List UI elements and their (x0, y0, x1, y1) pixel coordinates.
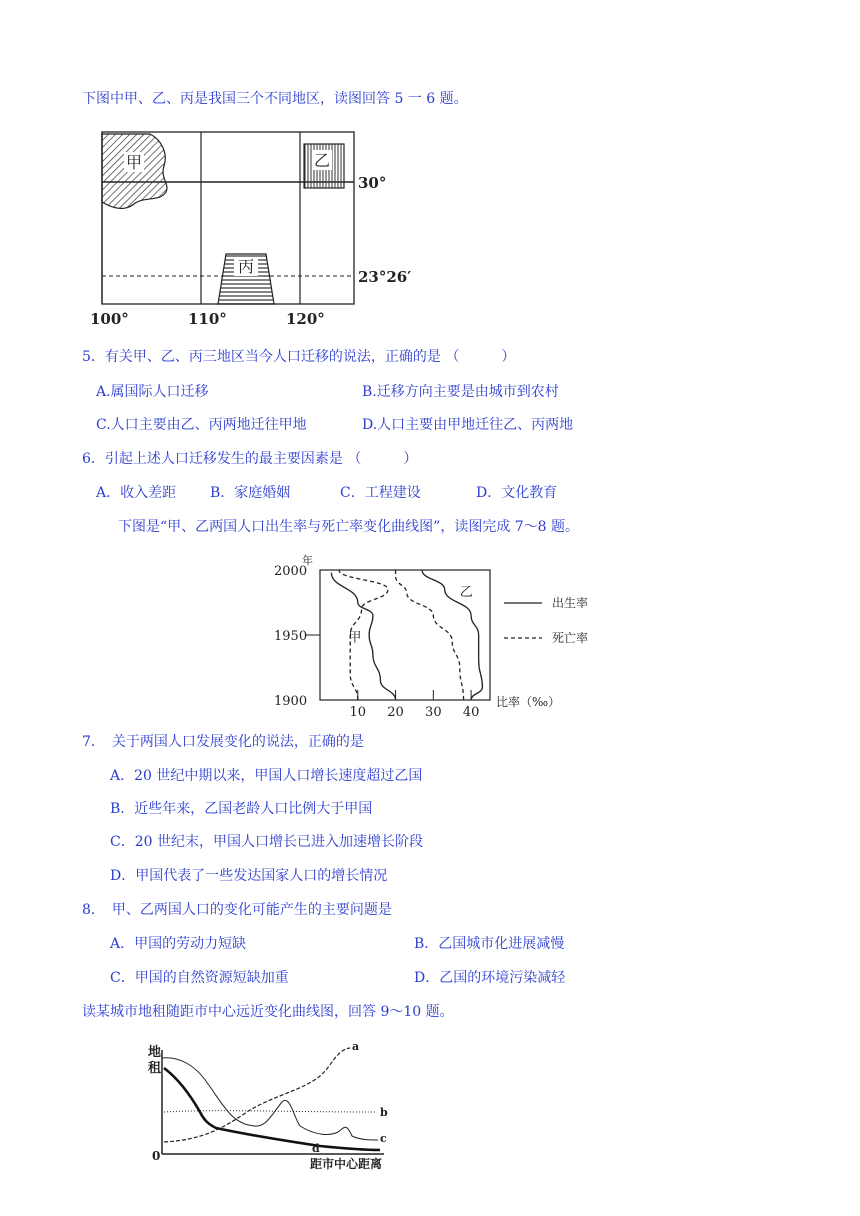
y-axis-label: 年 (302, 554, 313, 567)
rent-y-label-1: 地 (148, 1045, 162, 1060)
country-label-yi: 乙 (459, 585, 473, 600)
rent-x-label: 距市中心距离 (310, 1157, 383, 1171)
q7-stem: 7． 关于两国人口发展变化的说法，正确的是 (82, 734, 364, 750)
q8-option-a: A．甲国的劳动力短缺 (110, 936, 247, 952)
q8-stem: 8． 甲、乙两国人口的变化可能产生的主要问题是 (82, 902, 392, 918)
q7-option-c: C．20 世纪末，甲国人口增长已进入加速增长阶段 (110, 834, 423, 850)
series-line-jia-birth (331, 573, 395, 700)
x-axis-label: 比率（‰） (496, 695, 561, 709)
lat-label-tropic: 23°26′ (358, 268, 412, 286)
lat-label-30: 30° (358, 174, 387, 192)
q6-option-d: D．文化教育 (476, 485, 558, 501)
x-tick-label: 40 (462, 705, 480, 720)
rent-y-label-2: 租 (148, 1061, 162, 1076)
q6-stem: 6．引起上述人口迁移发生的最主要因素是 （ ） (82, 451, 418, 467)
legend-death-label: 死亡率 (552, 631, 589, 645)
region-label-jia: 甲 (125, 153, 143, 172)
intro-text-2: 下图是“甲、乙两国人口出生率与死亡率变化曲线图”，读图完成 7～8 题。 (118, 519, 580, 535)
rent-label-a: a (352, 1040, 360, 1053)
rent-label-c: c (380, 1132, 387, 1145)
q7-option-a: A．20 世纪中期以来，甲国人口增长速度超过乙国 (110, 768, 423, 784)
y-tick-label: 1950 (274, 629, 308, 644)
q6-option-a: A．收入差距 (96, 485, 177, 501)
q6-option-c: C．工程建设 (340, 485, 421, 501)
q5-option-a: A.属国际人口迁移 (96, 384, 209, 400)
region-map (88, 126, 412, 336)
q7-option-b: B．近些年来，乙国老龄人口比例大于甲国 (110, 801, 373, 817)
legend-birth-label: 出生率 (552, 596, 589, 610)
intro-text-3: 读某城市地租随距市中心远近变化曲线图，回答 9～10 题。 (82, 1004, 454, 1020)
region-label-yi: 乙 (313, 151, 331, 170)
q8-option-d: D．乙国的环境污染减轻 (414, 970, 566, 986)
y-tick-label: 1900 (274, 694, 308, 709)
x-tick-label: 30 (425, 705, 442, 720)
lon-label-120: 120° (286, 310, 325, 328)
q5-stem: 5．有关甲、乙、丙三地区当今人口迁移的说法，正确的是 （ ） (82, 349, 516, 365)
rent-curve-b (164, 1111, 376, 1112)
x-tick-label: 10 (349, 705, 367, 720)
y-tick-label: 2000 (274, 564, 308, 579)
q5-option-b: B.迁移方向主要是由城市到农村 (362, 384, 559, 400)
land-rent-chart (140, 1036, 400, 1176)
q5-option-d: D.人口主要由甲地迁往乙、丙两地 (362, 417, 574, 433)
x-tick-label: 20 (387, 705, 404, 720)
series-line-yi-birth (422, 570, 482, 700)
region-label-bing: 丙 (237, 257, 255, 276)
lon-label-110: 110° (188, 310, 227, 328)
q6-option-b: B．家庭婚姻 (210, 485, 291, 501)
q8-option-c: C．甲国的自然资源短缺加重 (110, 970, 289, 986)
lon-label-100: 100° (90, 310, 129, 328)
q7-option-d: D．甲国代表了一些发达国家人口的增长情况 (110, 868, 388, 884)
population-rate-chart (260, 548, 620, 720)
rent-label-d: d (312, 1142, 320, 1155)
country-label-jia: 甲 (348, 630, 362, 646)
rent-label-b: b (380, 1106, 388, 1119)
q8-option-b: B．乙国城市化进展减慢 (414, 936, 565, 952)
rent-origin-label: 0 (152, 1149, 161, 1163)
intro-text-1: 下图中甲、乙、丙是我国三个不同地区，读图回答 5 一 6 题。 (82, 91, 468, 107)
q5-option-c: C.人口主要由乙、丙两地迁往甲地 (96, 417, 307, 433)
rent-curve-a (164, 1048, 350, 1142)
series-line-yi-death (396, 570, 464, 700)
rent-curve-c (162, 1058, 378, 1140)
